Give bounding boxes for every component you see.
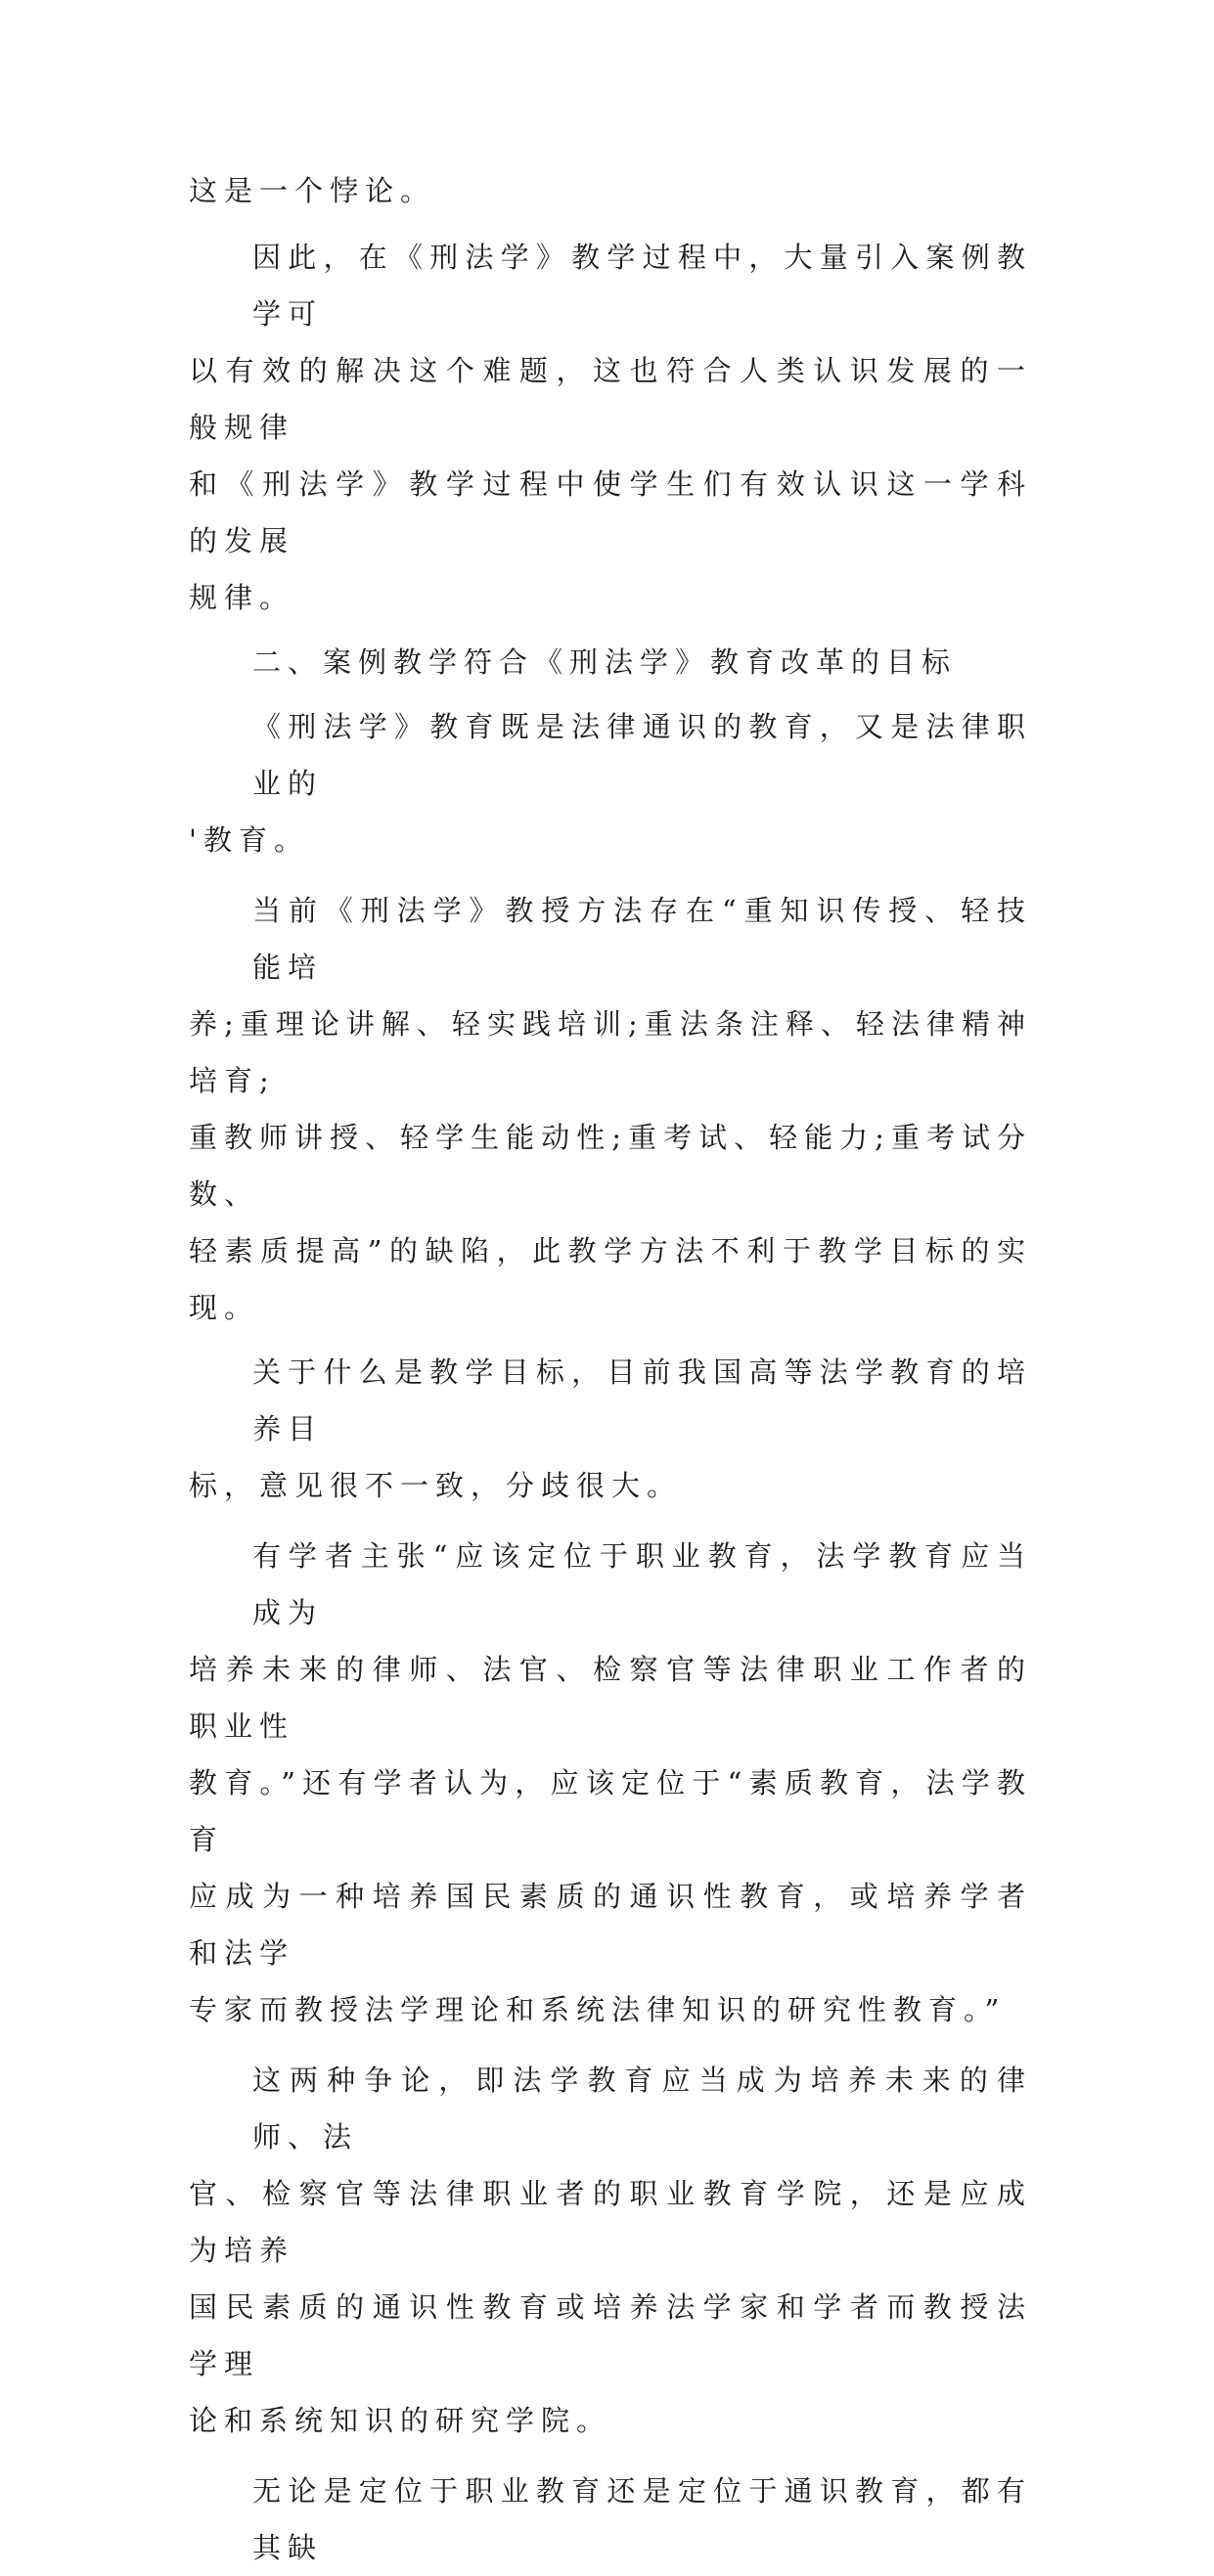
paragraph (189, 162, 1032, 219)
text-line: 重教师讲授、轻学生能动性;重考试、轻能力;重考试分数、 (189, 1121, 1032, 1211)
paragraph (189, 1528, 1032, 2038)
paragraph (189, 2052, 1032, 2449)
text-line: 《刑法学》教育既是法律通识的教育，又是法律职业的 (252, 710, 1032, 800)
text-line: 规律。 (189, 581, 295, 614)
text-line: 应成为一种培养国民素质的通识性教育，或培养学者和法学 (189, 1880, 1032, 1970)
text-line: 轻素质提高”的缺陷，此教学方法不利于教学目标的实现。 (189, 1234, 1032, 1324)
text-line: 因此，在《刑法学》教学过程中，大量引入案例教学可 (252, 241, 1032, 331)
text-line: 这两种争论，即法学教育应当成为培养未来的律师、法 (252, 2064, 1032, 2154)
text-line: '教育。 (189, 823, 309, 857)
text-line: 国民素质的通识性教育或培养法学家和学者而教授法学理 (189, 2290, 1032, 2380)
text-line: 和《刑法学》教学过程中使学生们有效认识这一学科的发展 (189, 467, 1032, 557)
paragraph (189, 229, 1032, 626)
paragraph (189, 698, 1032, 868)
text-line: 有学者主张“应该定位于职业教育，法学教育应当成为 (252, 1539, 1032, 1629)
paragraph (189, 882, 1032, 1336)
text-line: 专家而教授法学理论和系统法律知识的研究性教育。” (189, 1993, 1007, 2026)
paragraph (189, 1344, 1032, 1514)
text-line: 关于什么是教学目标，目前我国高等法学教育的培养目 (252, 1355, 1032, 1445)
text-line: 培养未来的律师、法官、检察官等法律职业工作者的职业性 (189, 1653, 1032, 1743)
text-line: 无论是定位于职业教育还是定位于通识教育，都有其缺 (252, 2474, 1032, 2564)
text-line: 二、案例教学符合《刑法学》教育改革的目标 (252, 645, 958, 679)
text-line: 标，意见很不一致，分歧很大。 (189, 1469, 683, 1502)
text-line: 当前《刑法学》教授方法存在“重知识传授、轻技能培 (252, 894, 1032, 984)
text-line: 官、检察官等法律职业者的职业教育学院，还是应成为培养 (189, 2177, 1032, 2267)
text-line: 论和系统知识的研究学院。 (189, 2404, 612, 2437)
text-line: 这是一个悖论。 (189, 174, 436, 207)
text-line: 养;重理论讲解、轻实践培训;重法条注释、轻法律精神培育; (189, 1007, 1032, 1097)
paragraph (189, 2463, 1032, 2576)
text-line: 教育。”还有学者认为，应该定位于“素质教育，法学教育 (189, 1766, 1032, 1856)
paragraph (189, 634, 1032, 690)
document-body (189, 153, 1032, 2576)
text-line: 以有效的解决这个难题，这也符合人类认识发展的一般规律 (189, 354, 1032, 444)
